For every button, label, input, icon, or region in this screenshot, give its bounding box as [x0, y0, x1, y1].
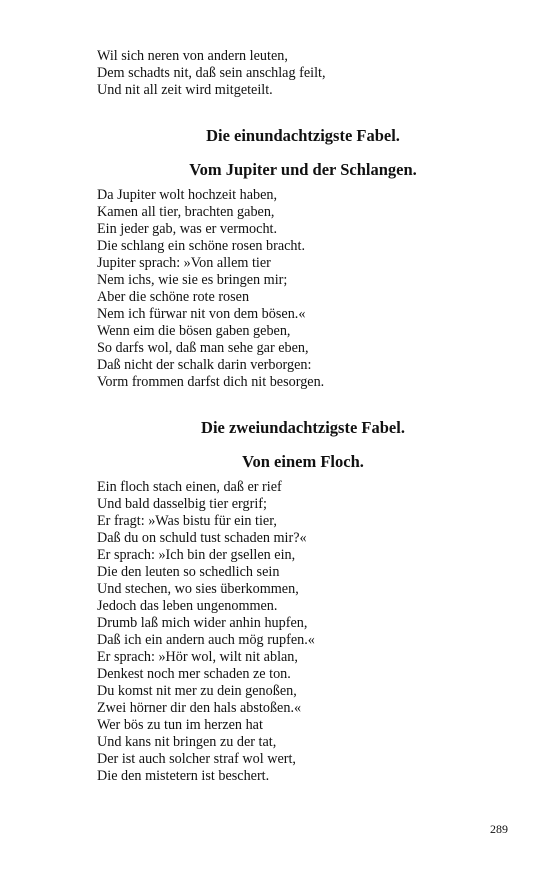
verse-line: Vorm frommen darfst dich nit besorgen. [97, 374, 325, 390]
verse-line: Daß ich ein andern auch mög rupfen.« [97, 632, 315, 648]
verse-line: Die schlang ein schöne rosen bracht. [97, 238, 306, 254]
verse-line: Aber die schöne rote rosen [97, 289, 250, 305]
verse-line: Wer bös zu tun im herzen hat [97, 717, 263, 733]
page-content [97, 48, 509, 785]
verse-line: Dem schadts nit, daß sein anschlag feilt, [97, 65, 326, 81]
verse-line: Der ist auch solcher straf wol wert, [97, 751, 296, 767]
verse-line: Jedoch das leben ungenommen. [97, 598, 278, 614]
verse-line: Und bald dasselbig tier ergrif; [97, 496, 267, 512]
verse-line: Drumb laß mich wider anhin hupfen, [97, 615, 308, 631]
verse-line: Ein floch stach einen, daß er rief [97, 479, 282, 495]
fable-verse [97, 479, 509, 785]
verse-line: So darfs wol, daß man sehe gar eben, [97, 340, 309, 356]
verse-line: Daß nicht der schalk darin verborgen: [97, 357, 312, 373]
verse-line: Da Jupiter wolt hochzeit haben, [97, 187, 278, 203]
fable-number-title: Die einundachtzigste Fabel. [206, 126, 400, 145]
verse-line: Kamen all tier, brachten gaben, [97, 204, 275, 220]
verse-line: Zwei hörner dir den hals abstoßen.« [97, 700, 302, 716]
verse-line: Nem ichs, wie sie es bringen mir; [97, 272, 288, 288]
verse-line: Und kans nit bringen zu der tat, [97, 734, 277, 750]
verse-line: Die den leuten so schedlich sein [97, 564, 280, 580]
verse-line: Und stechen, wo sies überkommen, [97, 581, 299, 597]
verse-line: Wenn eim die bösen gaben geben, [97, 323, 291, 339]
fable-title: Vom Jupiter und der Schlangen. [189, 160, 417, 179]
verse-line: Du komst nit mer zu dein genoßen, [97, 683, 297, 699]
verse-line: Jupiter sprach: »Von allem tier [97, 255, 271, 271]
page-number: 289 [490, 822, 508, 836]
fable-number-title: Die zweiundachtzigste Fabel. [201, 418, 405, 437]
fable-title: Von einem Floch. [242, 452, 364, 471]
verse-line: Denkest noch mer schaden ze ton. [97, 666, 291, 682]
verse-line: Er sprach: »Hör wol, wilt nit ablan, [97, 649, 298, 665]
verse-line: Die den mistetern ist beschert. [97, 768, 270, 784]
verse-line: Wil sich neren von andern leuten, [97, 48, 288, 64]
verse-line: Und nit all zeit wird mitgeteilt. [97, 82, 273, 98]
verse-line: Er sprach: »Ich bin der gsellen ein, [97, 547, 296, 563]
fable-verse [97, 187, 509, 391]
verse-line: Nem ich fürwar nit von dem bösen.« [97, 306, 306, 322]
verse-line: Daß du on schuld tust schaden mir?« [97, 530, 307, 546]
verse-line: Ein jeder gab, was er vermocht. [97, 221, 278, 237]
verse-line: Er fragt: »Was bistu für ein tier, [97, 513, 277, 529]
intro-verse [97, 48, 509, 99]
